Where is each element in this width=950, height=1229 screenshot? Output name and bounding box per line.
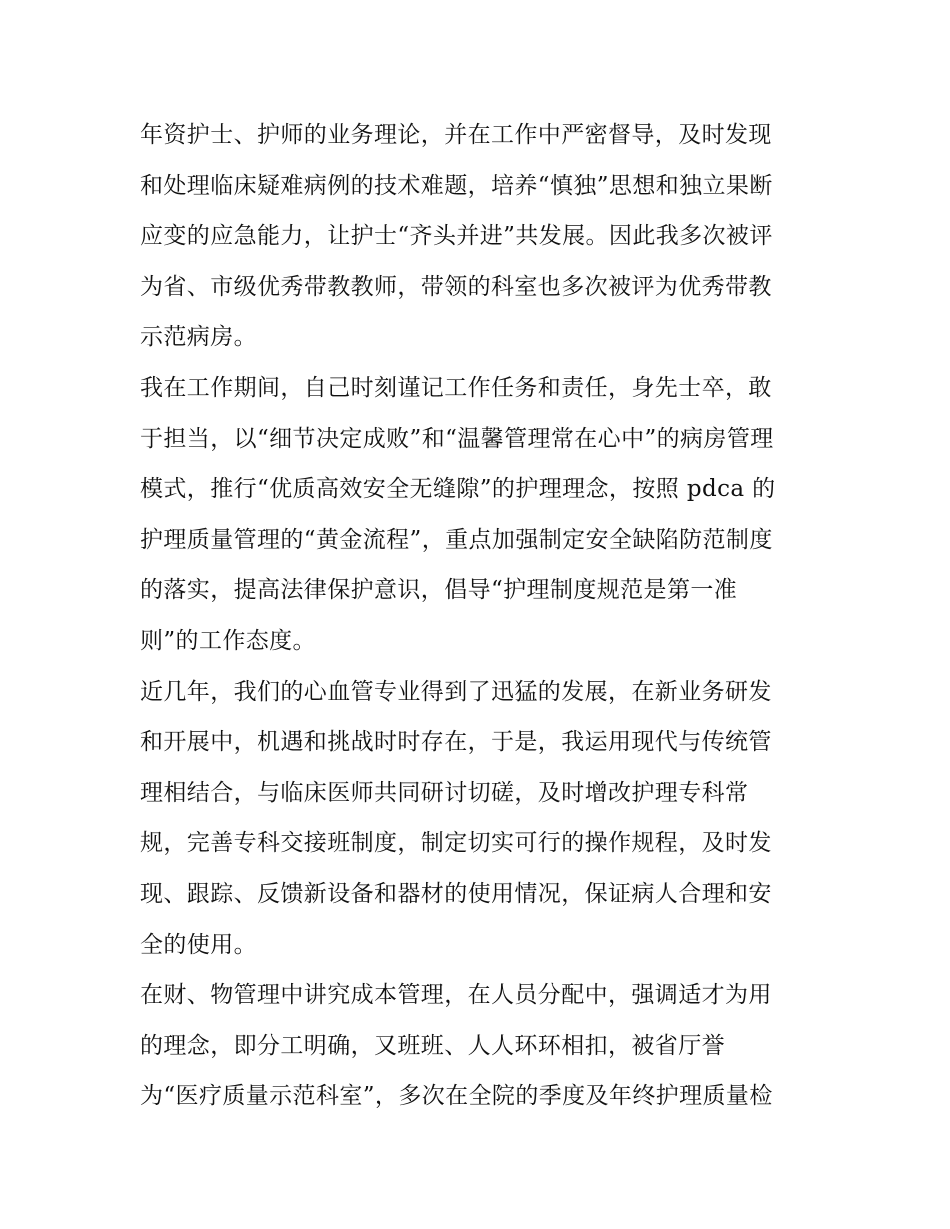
paragraph-3 (140, 667, 812, 971)
text-line: 为省、市级优秀带教教师，带领的科室也多次被评为优秀带教 (140, 273, 772, 300)
text-line: 全的使用。 (140, 931, 257, 958)
text-line: 理相结合，与临床医师共同研讨切磋，及时增改护理专科常 (140, 779, 749, 806)
text-line: 和开展中，机遇和挑战时时存在，于是，我运用现代与传统管 (140, 729, 772, 756)
text-line: 现、跟踪、反馈新设备和器材的使用情况，保证病人合理和安 (140, 880, 772, 907)
text-line: 和处理临床疑难病例的技术难题，培养“慎独”思想和独立果断 (140, 172, 773, 199)
paragraph-4 (140, 970, 812, 1122)
text-line: 示范病房。 (140, 324, 257, 351)
text-line: 在财、物管理中讲究成本管理，在人员分配中，强调适才为用 (140, 982, 772, 1009)
text-line: 的理念，即分工明确，又班班、人人环环相扣，被省厅誉 (140, 1032, 725, 1059)
text-line: 于担当，以“细节决定成败”和“温馨管理常在心中”的病房管理 (140, 425, 774, 452)
paragraph-2 (140, 363, 812, 667)
text-line: 则”的工作态度。 (140, 627, 316, 654)
text-line: 规，完善专科交接班制度，制定切实可行的操作规程，及时发 (140, 830, 772, 857)
text-line: 年资护士、护师的业务理论，并在工作中严密督导，及时发现 (140, 122, 772, 148)
text-line: 应变的应急能力，让护士“齐头并进”共发展。因此我多次被评 (140, 223, 773, 250)
text-line: 为“医疗质量示范科室”，多次在全院的季度及年终护理质量检 (140, 1083, 773, 1110)
paragraph-1 (140, 110, 812, 363)
text-line: 护理质量管理的“黄金流程”，重点加强制定安全缺陷防范制度 (140, 526, 773, 553)
text-line: 模式，推行“优质高效安全无缝隙”的护理理念，按照 pdca 的 (140, 476, 776, 503)
text-line: 我在工作期间，自己时刻谨记工作任务和责任，身先士卒，敢 (140, 374, 772, 401)
text-line: 的落实，提高法律保护意识，倡导“护理制度规范是第一准 (140, 577, 738, 604)
text-line: 近几年，我们的心血管专业得到了迅猛的发展，在新业务研发 (140, 678, 772, 705)
